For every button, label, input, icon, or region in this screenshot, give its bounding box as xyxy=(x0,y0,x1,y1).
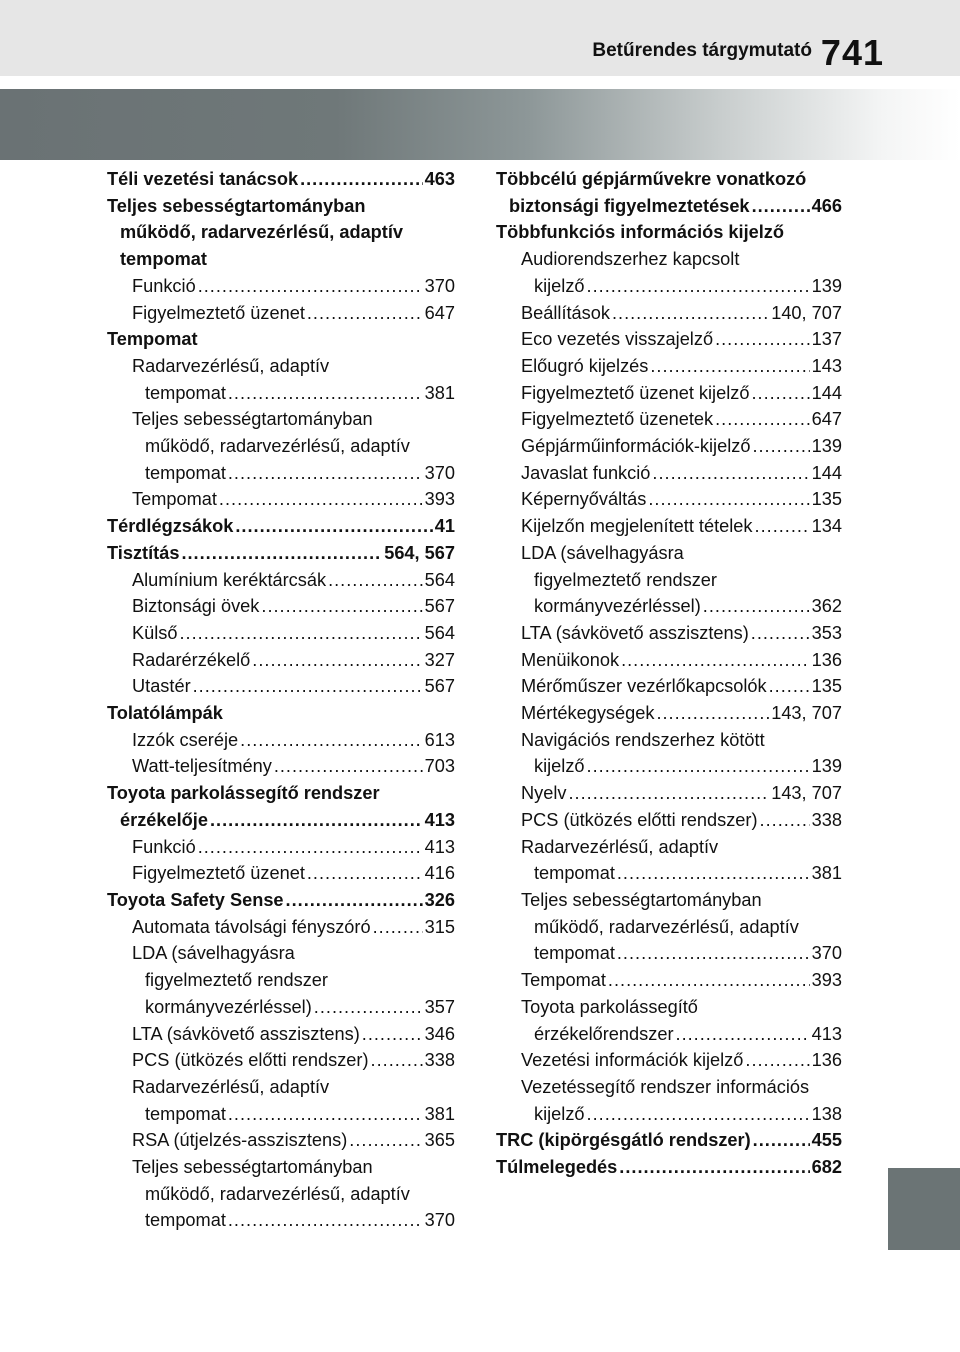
index-term: tempomat xyxy=(534,943,615,964)
index-term: tempomat xyxy=(534,863,615,884)
index-page-ref: 413 xyxy=(424,836,455,857)
index-entry xyxy=(496,380,842,407)
dot-leader xyxy=(198,273,423,300)
index-term: Külső xyxy=(132,622,178,643)
index-entry xyxy=(107,807,455,834)
index-entry xyxy=(496,193,842,220)
dot-leader xyxy=(314,994,423,1021)
index-entry xyxy=(107,380,455,407)
index-page-ref: 338 xyxy=(811,809,842,830)
index-term: tempomat xyxy=(145,382,226,403)
index-entry xyxy=(107,246,455,273)
index-page-ref: 393 xyxy=(424,489,455,510)
dot-leader xyxy=(210,807,423,834)
dot-leader xyxy=(362,1021,423,1048)
page-number: 741 xyxy=(820,32,884,73)
dot-leader xyxy=(228,380,423,407)
dot-leader xyxy=(619,1154,809,1181)
index-entry xyxy=(107,300,455,327)
dot-leader xyxy=(193,673,423,700)
index-page-ref: 138 xyxy=(811,1103,842,1124)
index-entry xyxy=(107,593,455,620)
index-term: Túlmelegedés xyxy=(496,1157,618,1178)
dot-leader xyxy=(656,700,769,727)
index-page-ref: 135 xyxy=(811,489,842,510)
index-term: Teljes sebességtartományban xyxy=(107,195,366,216)
index-term: Funkció xyxy=(132,836,196,857)
dot-leader xyxy=(745,1047,809,1074)
index-entry xyxy=(107,219,455,246)
index-page-ref: 327 xyxy=(424,649,455,670)
index-entry xyxy=(496,914,842,941)
dot-leader xyxy=(617,860,810,887)
index-term: Toyota Safety Sense xyxy=(107,889,284,910)
index-term: biztonsági figyelmeztetések xyxy=(509,195,750,216)
index-page-ref: 647 xyxy=(811,409,842,430)
index-entry xyxy=(496,353,842,380)
index-entry xyxy=(496,433,842,460)
dot-leader xyxy=(587,1101,810,1128)
index-term: PCS (ütközés előtti rendszer) xyxy=(132,1050,369,1071)
index-page-ref: 139 xyxy=(811,436,842,457)
index-term: kijelző xyxy=(534,275,585,296)
index-entry xyxy=(496,166,842,193)
index-term: Biztonsági övek xyxy=(132,596,260,617)
index-term: Többcélú gépjárművekre vonatkozó xyxy=(496,169,807,189)
index-term: működő, radarvezérlésű, adaptív xyxy=(145,1183,410,1204)
index-page-ref: 144 xyxy=(811,462,842,483)
index-entry xyxy=(496,1127,842,1154)
index-page-ref: 139 xyxy=(811,756,842,777)
dot-leader xyxy=(587,753,810,780)
index-term: Térdlégzsákok xyxy=(107,516,234,537)
index-page-ref: 140, 707 xyxy=(771,302,842,323)
dot-leader xyxy=(648,486,809,513)
index-entry xyxy=(107,567,455,594)
index-page-ref: 365 xyxy=(424,1130,455,1151)
index-page-ref: 703 xyxy=(424,756,455,777)
index-term: Figyelmeztető üzenet xyxy=(132,863,305,884)
index-entry xyxy=(496,540,842,567)
index-entry xyxy=(496,1047,842,1074)
dot-leader xyxy=(650,353,809,380)
index-page-ref: 143, 707 xyxy=(771,703,842,724)
index-page-ref: 567 xyxy=(424,676,455,697)
index-entry xyxy=(107,860,455,887)
dot-leader xyxy=(752,193,810,220)
dot-leader xyxy=(755,513,810,540)
index-page-ref: 466 xyxy=(811,195,842,216)
index-page-ref: 381 xyxy=(424,1103,455,1124)
index-page-ref: 326 xyxy=(424,889,455,910)
index-term: működő, radarvezérlésű, adaptív xyxy=(534,916,799,937)
index-entry xyxy=(107,1047,455,1074)
index-term: Funkció xyxy=(132,275,196,296)
index-term: Javaslat funkció xyxy=(521,462,651,483)
dot-leader xyxy=(286,887,423,914)
index-entry xyxy=(496,727,842,754)
index-entry xyxy=(107,1101,455,1128)
index-term: Teljes sebességtartományban xyxy=(132,1157,373,1178)
index-term: Előugró kijelzés xyxy=(521,355,649,376)
index-entry xyxy=(496,753,842,780)
index-entry xyxy=(496,860,842,887)
index-page-ref: 381 xyxy=(811,863,842,884)
index-page-ref: 413 xyxy=(811,1023,842,1044)
index-term: Téli vezetési tanácsok xyxy=(107,169,299,189)
index-term: PCS (ütközés előtti rendszer) xyxy=(521,809,758,830)
index-entry xyxy=(107,326,455,353)
index-page-ref: 463 xyxy=(424,169,455,189)
index-page-ref: 370 xyxy=(424,462,455,483)
index-term: Figyelmeztető üzenet kijelző xyxy=(521,382,750,403)
index-term: Tempomat xyxy=(521,970,606,991)
index-term: Többfunkciós információs kijelző xyxy=(496,222,785,243)
index-entry xyxy=(496,887,842,914)
index-entry xyxy=(496,673,842,700)
index-entry xyxy=(107,1181,455,1208)
index-entry xyxy=(107,700,455,727)
index-term: figyelmeztető rendszer xyxy=(145,970,328,991)
dot-leader xyxy=(769,673,810,700)
index-entry xyxy=(496,1021,842,1048)
index-entry xyxy=(496,620,842,647)
index-entry xyxy=(496,834,842,861)
dot-leader xyxy=(612,300,769,327)
section-tab-marker xyxy=(888,1168,960,1250)
index-entry xyxy=(496,1074,842,1101)
index-page-ref: 143, 707 xyxy=(771,783,842,804)
index-page-ref: 381 xyxy=(424,382,455,403)
dot-leader xyxy=(608,967,810,994)
index-term: kijelző xyxy=(534,756,585,777)
index-entry xyxy=(496,1101,842,1128)
index-term: érzékelőrendszer xyxy=(534,1023,674,1044)
index-entry xyxy=(107,967,455,994)
index-entry xyxy=(496,967,842,994)
index-term: Képernyőváltás xyxy=(521,489,647,510)
index-entry xyxy=(107,433,455,460)
dot-leader xyxy=(703,593,810,620)
index-page-ref: 136 xyxy=(811,1050,842,1071)
index-page-ref: 357 xyxy=(424,996,455,1017)
index-entry xyxy=(496,1154,842,1181)
index-term: Vezetési információk kijelző xyxy=(521,1050,744,1071)
index-page-ref: 682 xyxy=(811,1157,842,1178)
decorative-band xyxy=(0,89,960,160)
index-entry xyxy=(107,486,455,513)
dot-leader xyxy=(587,273,810,300)
index-entry xyxy=(107,673,455,700)
index-column-right xyxy=(496,166,842,1181)
index-term: RSA (útjelzés-asszisztens) xyxy=(132,1130,348,1151)
index-term: tempomat xyxy=(120,249,207,270)
index-term: Tisztítás xyxy=(107,542,180,563)
dot-leader xyxy=(240,727,423,754)
dot-leader xyxy=(751,380,809,407)
index-page-ref: 135 xyxy=(811,676,842,697)
dot-leader xyxy=(715,326,810,353)
index-page-ref: 613 xyxy=(424,729,455,750)
dot-leader xyxy=(235,513,432,540)
index-entry xyxy=(107,460,455,487)
index-entry xyxy=(107,353,455,380)
index-term: tempomat xyxy=(145,462,226,483)
dot-leader xyxy=(753,1127,810,1154)
index-term: Alumínium keréktárcsák xyxy=(132,569,327,590)
index-term: Navigációs rendszerhez kötött xyxy=(521,729,765,750)
index-term: LDA (sávelhagyásra xyxy=(132,943,295,964)
index-page-ref: 139 xyxy=(811,275,842,296)
index-entry xyxy=(107,193,455,220)
index-entry xyxy=(496,780,842,807)
index-term: Teljes sebességtartományban xyxy=(521,889,762,910)
index-term: Izzók cseréje xyxy=(132,729,239,750)
dot-leader xyxy=(307,300,423,327)
index-entry xyxy=(107,727,455,754)
dot-leader xyxy=(568,780,769,807)
index-page-ref: 647 xyxy=(424,302,455,323)
index-term: Figyelmeztető üzenetek xyxy=(521,409,714,430)
index-page-ref: 144 xyxy=(811,382,842,403)
dot-leader xyxy=(274,753,423,780)
header-bar xyxy=(0,0,960,76)
index-page-ref: 137 xyxy=(811,329,842,350)
dot-leader xyxy=(228,1207,423,1234)
index-term: Menüikonok xyxy=(521,649,620,670)
dot-leader xyxy=(652,460,809,487)
index-page-ref: 564 xyxy=(424,569,455,590)
index-entry xyxy=(107,834,455,861)
index-term: Vezetéssegítő rendszer információs xyxy=(521,1076,810,1097)
dot-leader xyxy=(219,486,423,513)
index-term: Gépjárműinformációk-kijelző xyxy=(521,436,751,457)
index-term: kijelző xyxy=(534,1103,585,1124)
index-term: Automata távolsági fényszóró xyxy=(132,916,371,937)
dot-leader xyxy=(760,807,810,834)
section-title: Betűrendes tárgymutató xyxy=(592,40,812,61)
dot-leader xyxy=(180,620,423,647)
index-term: LTA (sávkövető asszisztens) xyxy=(521,622,749,643)
index-term: Eco vezetés visszajelző xyxy=(521,329,714,350)
index-term: Nyelv xyxy=(521,783,567,804)
dot-leader xyxy=(228,460,423,487)
index-term: Radarérzékelő xyxy=(132,649,251,670)
dot-leader xyxy=(621,647,810,674)
index-term: működő, radarvezérlésű, adaptív xyxy=(120,222,404,243)
index-term: Teljes sebességtartományban xyxy=(132,409,373,430)
dot-leader xyxy=(328,567,423,594)
index-term: tempomat xyxy=(145,1210,226,1231)
dot-leader xyxy=(752,433,809,460)
index-term: kormányvezérléssel) xyxy=(145,996,312,1017)
index-entry xyxy=(107,166,455,193)
index-column-left xyxy=(107,166,455,1234)
index-term: LTA (sávkövető asszisztens) xyxy=(132,1023,360,1044)
index-entry xyxy=(496,486,842,513)
index-entry xyxy=(107,1021,455,1048)
index-term: Figyelmeztető üzenet xyxy=(132,302,305,323)
index-entry xyxy=(107,647,455,674)
index-entry xyxy=(496,647,842,674)
index-term: Watt-teljesítmény xyxy=(132,756,272,777)
index-term: Mérőműszer vezérlőkapcsolók xyxy=(521,676,767,697)
index-entry xyxy=(496,406,842,433)
index-entry xyxy=(107,273,455,300)
index-entry xyxy=(107,620,455,647)
index-term: kormányvezérléssel) xyxy=(534,596,701,617)
index-entry xyxy=(496,273,842,300)
index-entry xyxy=(496,567,842,594)
index-entry xyxy=(496,994,842,1021)
index-entry xyxy=(107,540,455,567)
index-term: LDA (sávelhagyásra xyxy=(521,542,684,563)
index-page-ref: 564, 567 xyxy=(384,542,455,563)
index-page-ref: 346 xyxy=(424,1023,455,1044)
index-entry xyxy=(107,887,455,914)
index-page-ref: 362 xyxy=(811,596,842,617)
index-entry xyxy=(496,593,842,620)
index-term: Utastér xyxy=(132,676,191,697)
index-entry xyxy=(496,700,842,727)
index-entry xyxy=(496,940,842,967)
index-entry xyxy=(496,219,842,246)
dot-leader xyxy=(751,620,810,647)
index-entry xyxy=(107,513,455,540)
dot-leader xyxy=(252,647,422,674)
index-entry xyxy=(107,994,455,1021)
index-page-ref: 143 xyxy=(811,355,842,376)
index-entry xyxy=(496,246,842,273)
index-entry xyxy=(496,460,842,487)
dot-leader xyxy=(228,1101,423,1128)
index-entry xyxy=(107,406,455,433)
index-term: Toyota parkolássegítő rendszer xyxy=(107,783,380,804)
index-term: Mértékegységek xyxy=(521,703,655,724)
index-entry xyxy=(496,326,842,353)
index-page-ref: 134 xyxy=(811,516,842,537)
index-term: Tolatólámpák xyxy=(107,703,223,724)
index-term: Beállítások xyxy=(521,302,610,323)
index-page-ref: 315 xyxy=(424,916,455,937)
index-page-ref: 370 xyxy=(811,943,842,964)
index-term: működő, radarvezérlésű, adaptív xyxy=(145,436,410,457)
index-entry xyxy=(496,300,842,327)
index-entry xyxy=(107,940,455,967)
index-term: érzékelője xyxy=(120,809,208,830)
index-term: Radarvezérlésű, adaptív xyxy=(132,355,330,376)
index-page-ref: 564 xyxy=(424,622,455,643)
index-page-ref: 416 xyxy=(424,863,455,884)
index-term: tempomat xyxy=(145,1103,226,1124)
index-entry xyxy=(107,1074,455,1101)
dot-leader xyxy=(198,834,423,861)
dot-leader xyxy=(617,940,810,967)
dot-leader xyxy=(371,1047,423,1074)
index-term: Radarvezérlésű, adaptív xyxy=(521,836,719,857)
dot-leader xyxy=(300,166,423,193)
index-page-ref: 413 xyxy=(424,809,455,830)
index-entry xyxy=(107,780,455,807)
dot-leader xyxy=(676,1021,810,1048)
index-entry xyxy=(107,753,455,780)
index-entry xyxy=(107,914,455,941)
index-term: TRC (kipörgésgátló rendszer) xyxy=(496,1130,751,1151)
dot-leader xyxy=(261,593,422,620)
index-term: Tempomat xyxy=(132,489,217,510)
index-page-ref: 567 xyxy=(424,596,455,617)
index-entry xyxy=(496,513,842,540)
index-page-ref: 338 xyxy=(424,1050,455,1071)
index-entry xyxy=(107,1154,455,1181)
index-term: Tempomat xyxy=(107,329,198,350)
index-page-ref: 136 xyxy=(811,649,842,670)
dot-leader xyxy=(349,1127,422,1154)
index-page-ref: 370 xyxy=(424,275,455,296)
dot-leader xyxy=(307,860,423,887)
dot-leader xyxy=(373,914,423,941)
index-term: figyelmeztető rendszer xyxy=(534,569,717,590)
index-entry xyxy=(107,1207,455,1234)
dot-leader xyxy=(715,406,810,433)
index-page-ref: 370 xyxy=(424,1210,455,1231)
dot-leader xyxy=(181,540,382,567)
index-entry xyxy=(107,1127,455,1154)
index-page-ref: 455 xyxy=(811,1130,842,1151)
index-page-ref: 353 xyxy=(811,622,842,643)
index-page-ref: 393 xyxy=(811,970,842,991)
index-term: Kijelzőn megjelenített tételek xyxy=(521,516,753,537)
index-term: Toyota parkolássegítő xyxy=(521,996,698,1017)
index-term: Audiorendszerhez kapcsolt xyxy=(521,249,740,270)
index-entry xyxy=(496,807,842,834)
index-term: Radarvezérlésű, adaptív xyxy=(132,1076,330,1097)
index-page-ref: 41 xyxy=(434,516,455,537)
